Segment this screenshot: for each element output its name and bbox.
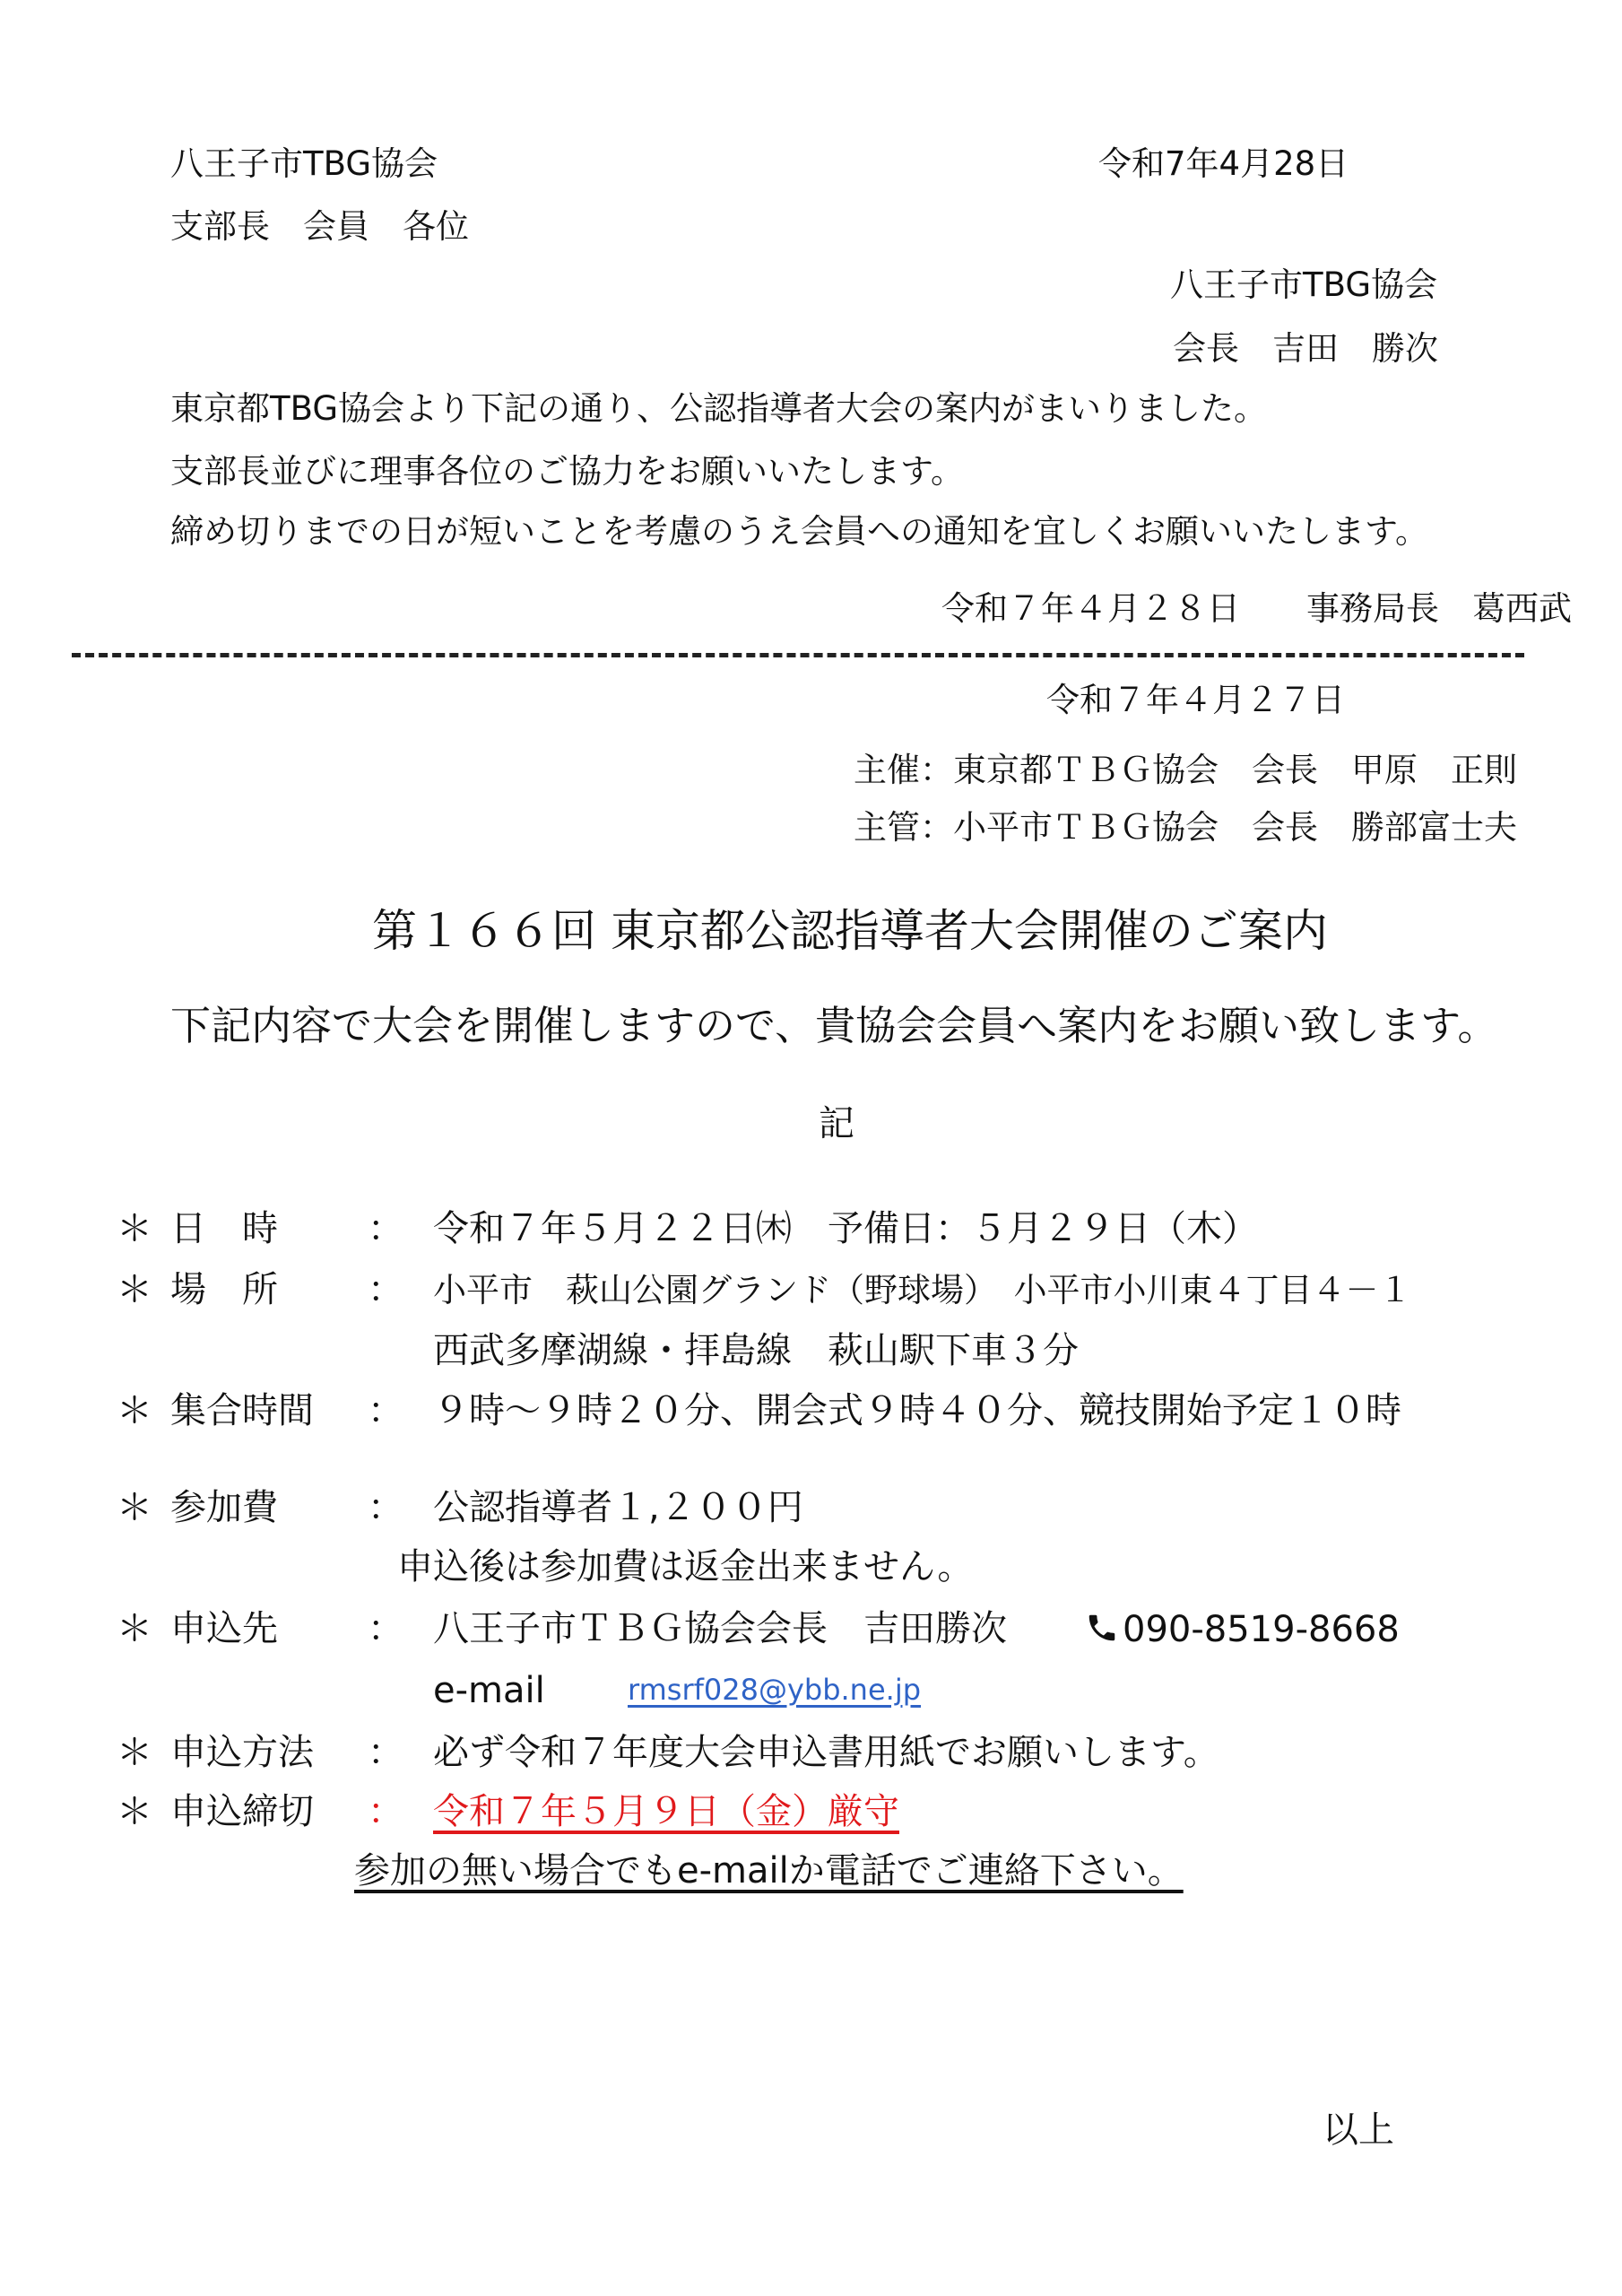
email-label: e-mail — [433, 1670, 545, 1711]
datetime-label: 日 時 — [170, 1208, 278, 1249]
meeting-label: 集合時間 — [170, 1390, 314, 1431]
invitation-date: 令和７年４月２７日 — [1046, 681, 1345, 719]
place-value: 小平市 萩山公園グランド（野球場） 小平市小川東４丁目４－１ — [433, 1271, 1412, 1309]
colon: ： — [368, 1208, 403, 1249]
colon: ： — [368, 1791, 403, 1832]
email-address[interactable]: rmsrf028@ybb.ne.jp — [628, 1673, 922, 1707]
colon: ： — [368, 1269, 403, 1310]
place-label: 場 所 — [170, 1269, 278, 1310]
fee-note: 申込後は参加費は返金出来ません。 — [397, 1546, 974, 1587]
apply-to-value: 八王子市ＴＢＧ協会会長 吉田勝次 — [433, 1608, 1007, 1649]
recipients: 支部長 会員 各位 — [170, 207, 469, 246]
bullet: ＊ — [117, 1608, 152, 1649]
notice-date: 令和7年4月28日 — [1098, 144, 1349, 183]
phone-icon — [1085, 1611, 1119, 1645]
colon: ： — [368, 1390, 403, 1431]
deadline-label: 申込締切 — [170, 1791, 314, 1832]
colon: ： — [368, 1732, 403, 1773]
contact-note: 参加の無い場合でもe-mailか電話でご連絡下さい。 — [354, 1850, 1184, 1892]
apply-to-label: 申込先 — [170, 1608, 278, 1649]
datetime-value: 令和７年５月２２日㈭ 予備日：５月２９日（木） — [433, 1208, 1258, 1249]
method-value: 必ず令和７年度大会申込書用紙でお願いします。 — [433, 1732, 1219, 1773]
sender-org: 八王子市TBG協会 — [1170, 265, 1438, 304]
fee-label: 参加費 — [170, 1487, 278, 1528]
body-line-2: 支部長並びに理事各位のご協力をお願いいたします。 — [170, 452, 965, 491]
from-org: 八王子市TBG協会 — [170, 144, 438, 183]
closing-text: 以上 — [1323, 2109, 1394, 2151]
meeting-value: ９時～９時２０分、開会式９時４０分、競技開始予定１０時 — [433, 1390, 1401, 1431]
office-note: 令和７年４月２８日 事務局長 葛西武 — [941, 589, 1572, 628]
place-access: 西武多摩湖線・拝島線 萩山駅下車３分 — [433, 1330, 1079, 1371]
intro-text: 下記内容で大会を開催しますので、貴協会会員へ案内をお願い致します。 — [170, 1002, 1498, 1049]
sender-name: 会長 吉田 勝次 — [1173, 329, 1438, 368]
body-line-3: 締め切りまでの日が短いことを考慮のうえ会員への通知を宜しくお願いいたします。 — [170, 512, 1429, 551]
fee-value: 公認指導者１,２００円 — [433, 1487, 803, 1528]
email-link[interactable] — [628, 1673, 922, 1707]
cut-line-divider — [72, 653, 1524, 657]
bullet: ＊ — [117, 1208, 152, 1249]
organizer: 主催：東京都ＴＢＧ協会 会長 甲原 正則 — [854, 751, 1517, 789]
manager: 主管：小平市ＴＢＧ協会 会長 勝部富士夫 — [854, 808, 1517, 847]
body-line-1: 東京都TBG協会より下記の通り、公認指導者大会の案内がまいりました。 — [170, 389, 1268, 428]
deadline-value: 令和７年５月９日（金）厳守 — [433, 1791, 899, 1832]
bullet: ＊ — [117, 1390, 152, 1431]
bullet: ＊ — [117, 1269, 152, 1310]
bullet: ＊ — [117, 1791, 152, 1832]
page-title: 第１６６回 東京都公認指導者大会開催のご案内 — [372, 905, 1328, 957]
bullet: ＊ — [117, 1487, 152, 1528]
method-label: 申込方法 — [170, 1732, 314, 1773]
phone-contact[interactable] — [1085, 1611, 1400, 1648]
colon: ： — [368, 1487, 403, 1528]
phone-number: 090-8519-8668 — [1123, 1609, 1400, 1650]
ki-heading: 記 — [819, 1103, 854, 1144]
colon: ： — [368, 1608, 403, 1649]
bullet: ＊ — [117, 1732, 152, 1773]
